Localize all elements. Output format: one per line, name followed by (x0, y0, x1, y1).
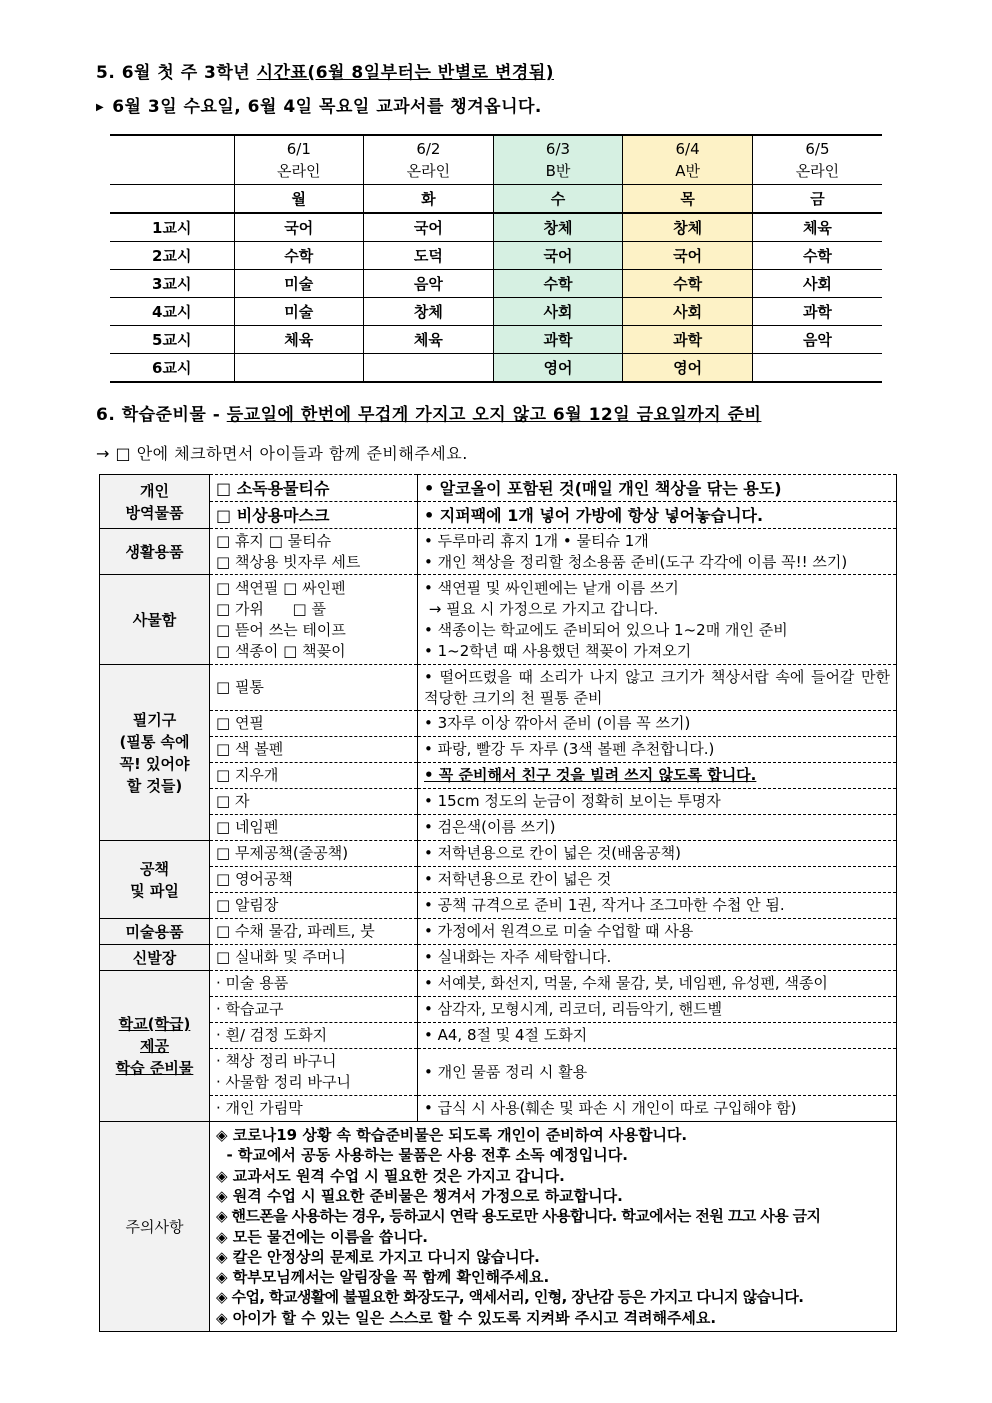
checklist-item: □ 알림장 (210, 893, 418, 919)
checklist-item: □ 지우개 (210, 763, 418, 789)
checklist-item: □ 필통 (210, 665, 418, 711)
table-row: · 흰/ 검정 도화지 • A4, 8절 및 4절 도화지 (100, 1023, 897, 1049)
table-row: 신발장 □ 실내화 및 주머니 • 실내화는 자주 세탁합니다. (100, 945, 897, 971)
checklist-item: □ 색 볼펜 (210, 737, 418, 763)
day-cell: 수 (493, 185, 623, 214)
timetable (110, 134, 882, 383)
col-header: 6/2 온라인 (364, 135, 494, 185)
timetable-header-row (110, 135, 882, 185)
col-header: 6/1 온라인 (234, 135, 364, 185)
section6-instruction: → □ 안에 체크하면서 아이들과 함께 준비해주세요. (96, 444, 468, 463)
triangle-bullet-icon: ▶ (96, 101, 105, 113)
note-item: ◈ 수업, 학교생활에 불필요한 화장도구, 액세서리, 인형, 장난감 등은 가지고 다니지 않습니다. (216, 1288, 804, 1307)
col-header: 6/4 A반 (623, 135, 753, 185)
table-row: 학교(학급) 제공 학습 준비물 · 미술 용품 • 서예붓, 화선지, 먹물, 수채 물감, 붓, 네임펜, 유성펜, 색종이 (100, 971, 897, 997)
list-item: · 책상 정리 바구니 · 사물함 정리 바구니 (210, 1049, 418, 1096)
table-row: 3교시 미술 음악 수학 수학 사회 (110, 270, 882, 298)
checklist-item: □ 소독용물티슈 (210, 475, 418, 502)
note-item: ◈ 칼은 안정상의 문제로 가지고 다니지 않습니다. (216, 1247, 540, 1266)
checklist-item: □ 연필 (210, 711, 418, 737)
section5-subtitle: ▶ 6월 3일 수요일, 6월 4일 목요일 교과서를 챙겨옵니다. (96, 97, 542, 117)
supplies-table (99, 474, 897, 1332)
table-row: □ 색 볼펜 • 파랑, 빨강 두 자루 (3색 볼펜 추천합니다.) (100, 737, 897, 763)
list-item: · 미술 용품 (210, 971, 418, 997)
category-writing: 필기구 (필통 속에 꼭! 있어야 할 것들) (100, 665, 210, 841)
checklist-item: □ 실내화 및 주머니 (210, 945, 418, 971)
note-item: ◈ 코로나19 상황 속 학습준비물은 되도록 개인이 준비하여 사용합니다. (216, 1126, 688, 1145)
table-row: 6교시 영어 영어 (110, 354, 882, 383)
table-row: □ 자 • 15cm 정도의 눈금이 정확히 보이는 투명자 (100, 789, 897, 815)
table-row: □ 연필 • 3자루 이상 깎아서 준비 (이름 꼭 쓰기) (100, 711, 897, 737)
note-item: ◈ 원격 수업 시 필요한 준비물은 챙겨서 가정으로 하교합니다. (216, 1186, 623, 1205)
category-living: 생활용품 (100, 529, 210, 575)
table-row: □ 영어공책 • 저학년용으로 칸이 넓은 것 (100, 867, 897, 893)
day-cell: 화 (364, 185, 494, 214)
list-item: · 학습교구 (210, 997, 418, 1023)
table-row: 1교시 국어 국어 창체 창체 체육 (110, 213, 882, 242)
checklist-item: □ 색연필 □ 싸인펜 □ 가위 □ 풀 □ 뜯어 쓰는 테이프 □ 색종이 □ 책꽂이 (210, 575, 418, 665)
table-row: 미술용품 □ 수채 물감, 파레트, 붓 • 가정에서 원격으로 미술 수업할 때 사용 (100, 919, 897, 945)
col-header: 6/5 온라인 (752, 135, 882, 185)
checklist-item: □ 수채 물감, 파레트, 붓 (210, 919, 418, 945)
day-cell: 월 (234, 185, 364, 214)
day-cell: 목 (623, 185, 753, 214)
category-notebook: 공책 및 파일 (100, 841, 210, 919)
category-notes: 주의사항 (100, 1122, 210, 1332)
table-row: 5교시 체육 체육 과학 과학 음악 (110, 326, 882, 354)
checklist-item: □ 자 (210, 789, 418, 815)
category-locker: 사물함 (100, 575, 210, 665)
col-header: 6/3 B반 (493, 135, 623, 185)
table-row: 4교시 미술 창체 사회 사회 과학 (110, 298, 882, 326)
table-row: □ 네임펜 • 검은색(이름 쓰기) (100, 815, 897, 841)
notes-list (210, 1122, 897, 1332)
table-row: 2교시 수학 도덕 국어 국어 수학 (110, 242, 882, 270)
checklist-item: □ 비상용마스크 (210, 502, 418, 529)
checklist-item: □ 휴지 □ 물티슈 □ 책상용 빗자루 세트 (210, 529, 418, 575)
section5-title: 5. 6월 첫 주 3학년 시간표(6월 8일부터는 반별로 변경됨) (96, 63, 555, 83)
checklist-item: □ 영어공책 (210, 867, 418, 893)
checklist-item: □ 무제공책(줄공책) (210, 841, 418, 867)
table-row: 생활용품 □ 휴지 □ 물티슈 □ 책상용 빗자루 세트 • 두루마리 휴지 1개 • 물티슈 1개 • 개인 책상을 정리할 청소용품 준비(도구 각각에 이름 꼭!! 쓰기) (100, 529, 897, 575)
table-row: · 학습교구 • 삼각자, 모형시계, 리코더, 리듬악기, 핸드벨 (100, 997, 897, 1023)
category-school: 학교(학급) 제공 학습 준비물 (100, 971, 210, 1122)
list-item: · 개인 가림막 (210, 1096, 418, 1122)
note-item: ◈ 핸드폰을 사용하는 경우, 등하교시 연락 용도로만 사용합니다. 학교에서는 전원 끄고 사용 금지 (216, 1207, 821, 1226)
timetable-day-row (110, 185, 882, 214)
table-row: · 개인 가림막 • 급식 시 사용(훼손 및 파손 시 개인이 따로 구입해야 함) (100, 1096, 897, 1122)
table-row: 사물함 □ 색연필 □ 싸인펜 □ 가위 □ 풀 □ 뜯어 쓰는 테이프 □ 색종이 □ 책꽂이 • 색연필 및 싸인펜에는 낱개 이름 쓰기 → 필요 시 가정으로 가지고 갑니다. • 색종이는 학교에도 준비되어 있으나 1~2매 개인 준비 • 1~2학년 때 사용했던 책꽂이 가져오기 (100, 575, 897, 665)
table-row (100, 1122, 897, 1332)
table-row: 공책 및 파일 □ 무제공책(줄공책) • 저학년용으로 칸이 넓은 것(배움공책) (100, 841, 897, 867)
table-row: □ 비상용마스크 • 지퍼팩에 1개 넣어 가방에 항상 넣어놓습니다. (100, 502, 897, 529)
note-item: ◈ 교과서도 원격 수업 시 필요한 것은 가지고 갑니다. (216, 1166, 565, 1185)
day-cell: 금 (752, 185, 882, 214)
list-item: · 흰/ 검정 도화지 (210, 1023, 418, 1049)
note-item: ◈ 모든 물건에는 이름을 씁니다. (216, 1227, 429, 1246)
table-row: □ 알림장 • 공책 규격으로 준비 1권, 작거나 조그마한 수첩 안 됨. (100, 893, 897, 919)
checklist-item: □ 네임펜 (210, 815, 418, 841)
note-item: ◈ 학부모님께서는 알림장을 꼭 함께 확인해주세요. (216, 1268, 550, 1287)
note-item: ◈ 아이가 할 수 있는 일은 스스로 할 수 있도록 지켜봐 주시고 격려해주세요. (216, 1308, 717, 1327)
table-row: · 책상 정리 바구니 · 사물함 정리 바구니 • 개인 물품 정리 시 활용 (100, 1049, 897, 1096)
category-art: 미술용품 (100, 919, 210, 945)
note-item: - 학교에서 공동 사용하는 물품은 사용 전후 소독 예정입니다. (216, 1146, 628, 1165)
category-shoes: 신발장 (100, 945, 210, 971)
table-row: 개인 방역물품 □ 소독용물티슈 • 알코올이 포함된 것(매일 개인 책상을 닦는 용도) (100, 475, 897, 502)
section6-title: 6. 학습준비물 - 등교일에 한번에 무겁게 가지고 오지 않고 6월 12일 금요일까지 준비 (96, 405, 762, 425)
table-row: 필기구 (필통 속에 꼭! 있어야 할 것들) □ 필통 • 떨어뜨렸을 때 소리가 나지 않고 크기가 책상서랍 속에 들어갈 만한 적당한 크기의 천 필통 준비 (100, 665, 897, 711)
category-personal: 개인 방역물품 (100, 475, 210, 529)
table-row: □ 지우개 • 꼭 준비해서 친구 것을 빌려 쓰지 않도록 합니다. (100, 763, 897, 789)
